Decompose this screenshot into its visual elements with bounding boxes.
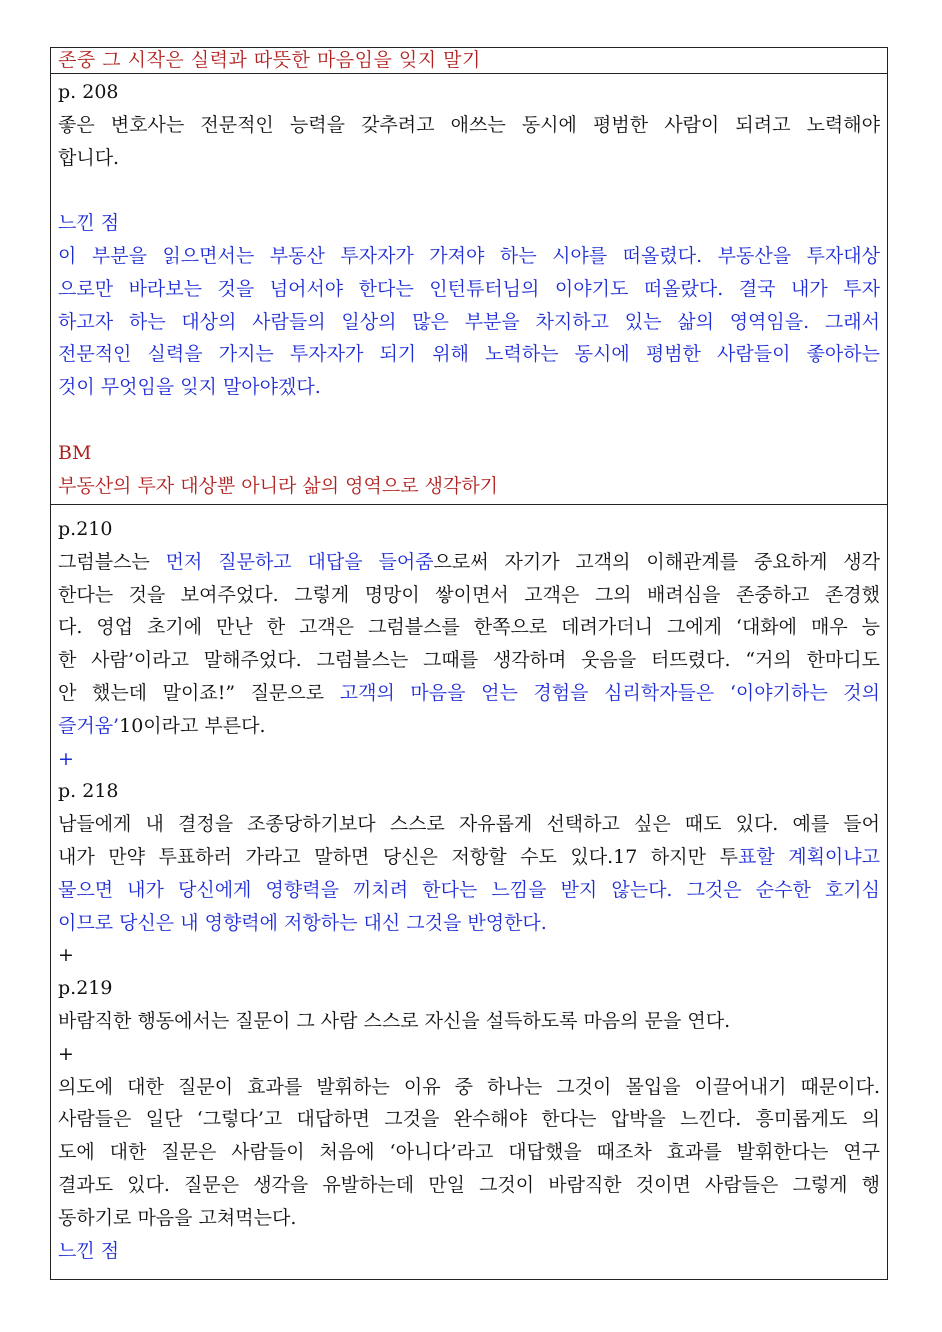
plus-marker: +: [58, 747, 74, 770]
quote-line: 즐거움’10이라고 부른다.: [58, 714, 266, 737]
quote-line: 좋은 변호사는 전문적인 능력을 갖추려고 애쓰는 동시에 평범한 사람이 되려고 노력해야: [58, 113, 880, 136]
feel-line: 것이 무엇임을 잊지 말아야겠다.: [58, 376, 321, 399]
quote-line: 합니다.: [58, 146, 120, 169]
page-ref: p. 218: [58, 780, 119, 803]
bm-heading: BM: [58, 441, 92, 464]
plus-marker: +: [58, 944, 74, 967]
note-title: 존중 그 시작은 실력과 따뜻한 마음임을 잊지 말기: [51, 48, 887, 74]
bm-line: 부동산의 투자 대상뿐 아니라 삶의 영역으로 생각하기: [58, 474, 499, 497]
quote-line: 사람들은 일단 ‘그렇다’고 대답하면 그것을 완수해야 한다는 압박을 느낀다. 흥미롭게도 의: [58, 1108, 880, 1131]
highlight: 먼저 질문하고 대답을 들어줌: [165, 550, 434, 573]
quote-line: 다. 영업 초기에 만난 한 고객은 그럼블스를 한쪽으로 데려가더니 그에게 ‘대화에 매우 능: [58, 616, 880, 639]
plus-marker: +: [58, 1042, 74, 1065]
quote-line: 의도에 대한 질문이 효과를 발휘하는 이유 중 하나는 그것이 몰입을 이끌어내기 때문이다.: [58, 1075, 880, 1098]
highlight: 고객의 마음을 얻는 경험을 심리학자들은 ‘이야기하는 것의: [339, 681, 880, 704]
quote-line: 바람직한 행동에서는 질문이 그 사람 스스로 자신을 설득하도록 마음의 문을 연다.: [58, 1009, 731, 1032]
highlight: 즐거움’: [58, 714, 120, 737]
quote-line: 안 했는데 말이죠!” 질문으로 고객의 마음을 얻는 경험을 심리학자들은 ‘이야기하는 것의: [58, 681, 880, 704]
page-ref: p. 208: [58, 81, 119, 103]
quote-line: 결과도 있다. 질문은 생각을 유발하는데 만일 그것이 바람직한 것이면 사람들은 그렇게 행: [58, 1173, 880, 1196]
page-ref: p.219: [58, 977, 113, 1000]
quote-line: 물으면 내가 당신에게 영향력을 끼치려 한다는 느낌을 받지 않는다. 그것은 순수한 호기심: [58, 878, 880, 901]
quote-line: 내가 만약 투표하러 가라고 말하면 당신은 저항할 수도 있다.17 하지만 투표할 계획이냐고: [58, 845, 880, 868]
note-table: [50, 47, 888, 1280]
quote-line: 도에 대한 질문은 사람들이 처음에 ‘아니다’라고 대답했을 때조차 효과를 발휘한다는 연구: [58, 1141, 880, 1164]
quote-line: 한 사람’이라고 말해주었다. 그럼블스는 그때를 생각하며 웃음을 터뜨렸다. “거의 한마디도: [58, 649, 880, 672]
page-ref: p.210: [58, 518, 113, 540]
quote-line: 그럼블스는 먼저 질문하고 대답을 들어줌으로써 자기가 고객의 이해관계를 중요하게 생각: [58, 550, 880, 573]
feel-line: 이 부분을 읽으면서는 부동산 투자자가 가져야 하는 시야를 떠올렸다. 부동산을 투자대상: [58, 244, 880, 267]
quote-line: 이므로 당신은 내 영향력에 저항하는 대신 그것을 반영한다.: [58, 911, 547, 934]
feel-heading: 느낀 점: [58, 1239, 120, 1262]
feel-line: 하고자 하는 대상의 사람들의 일상의 많은 부분을 차지하고 있는 삶의 영역임을. 그래서: [58, 310, 880, 333]
feel-line: 전문적인 실력을 가지는 투자자가 되기 위해 노력하는 동시에 평범한 사람들이 좋아하는: [58, 343, 880, 366]
section-p210-onward: [51, 505, 887, 1267]
quote-line: 한다는 것을 보여주었다. 그렇게 명망이 쌓이면서 고객은 그의 배려심을 존중하고 존경했: [58, 583, 880, 606]
quote-line: 남들에게 내 결정을 조종당하기보다 스스로 자유롭게 선택하고 싶은 때도 있다. 예를 들어: [58, 813, 880, 836]
quote-line: 동하기로 마음을 고쳐먹는다.: [58, 1206, 297, 1229]
feel-line: 으로만 바라보는 것을 넘어서야 한다는 인턴튜터님의 이야기도 떠올랐다. 결국 내가 투자: [58, 277, 880, 300]
feel-heading: 느낀 점: [58, 212, 120, 235]
section-p208: [51, 74, 887, 505]
highlight: 표할 계획이냐고: [737, 845, 880, 868]
